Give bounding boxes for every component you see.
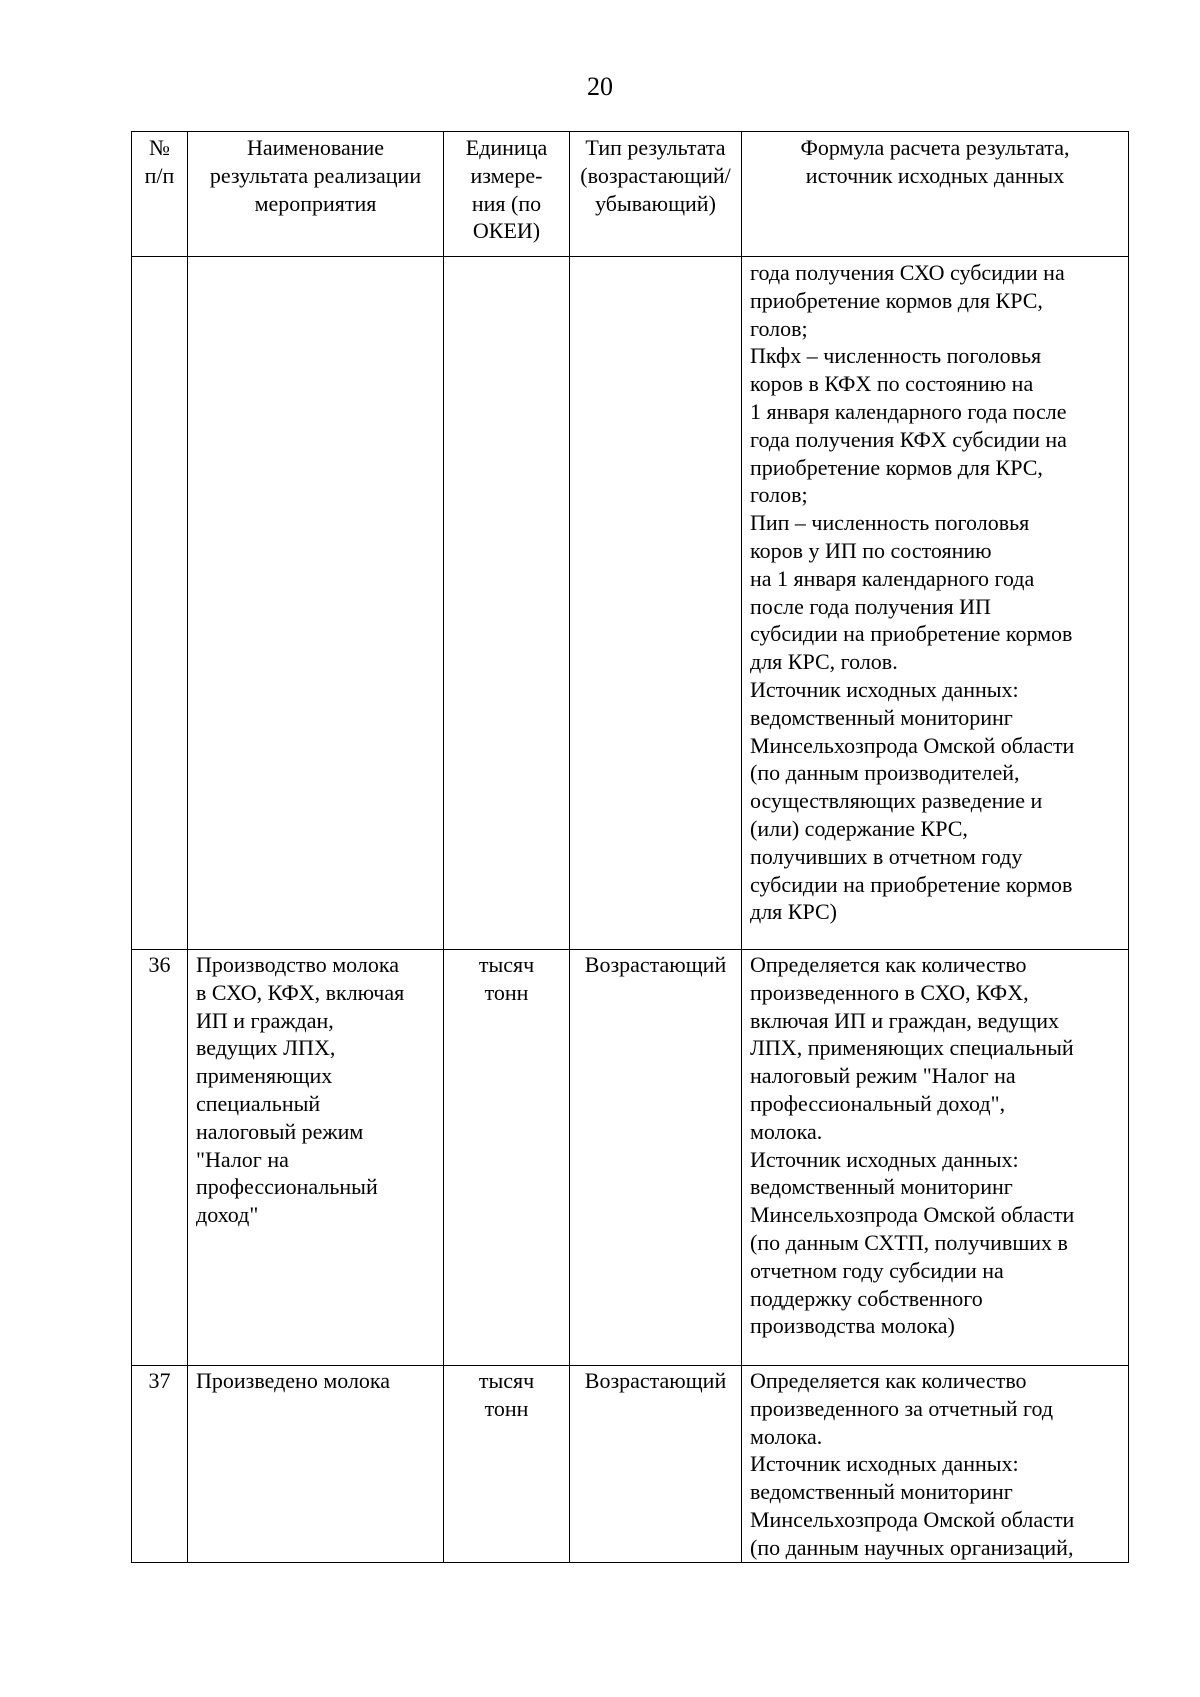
formula-line: Пип – численность поголовья xyxy=(750,510,1030,536)
formula-line: получивших в отчетном году xyxy=(750,843,1023,869)
header-result-type xyxy=(570,132,742,257)
table-header-row xyxy=(132,132,1129,257)
results-table xyxy=(131,131,1129,1563)
formula-line: произведенного за отчетный год xyxy=(750,1395,1054,1421)
unit-line: тонн xyxy=(484,979,529,1005)
formula-line: Источник исходных данных: xyxy=(750,1146,1019,1172)
formula-line: Минсельхозпрода Омской области xyxy=(750,732,1075,758)
formula-line: производства молока) xyxy=(750,1313,955,1339)
formula-line: для КРС) xyxy=(750,899,837,925)
formula-line: осуществляющих разведение и xyxy=(750,788,1043,814)
header-formula xyxy=(742,132,1129,257)
name-line: в СХО, КФХ, включая xyxy=(196,979,405,1005)
formula-line: Пкфх – численность поголовья xyxy=(750,343,1042,369)
formula-line: отчетном году субсидии на xyxy=(750,1257,1004,1283)
formula-line: приобретение кормов для КРС, xyxy=(750,454,1043,480)
cell-formula xyxy=(742,257,1129,950)
formula-line: профессиональный доход", xyxy=(750,1090,1006,1116)
formula-line: Минсельхозпрода Омской области xyxy=(750,1202,1075,1228)
name-line: профессиональный xyxy=(196,1174,378,1200)
header-line: ОКЕИ) xyxy=(472,218,541,244)
formula-line: приобретение кормов для КРС, xyxy=(750,287,1043,313)
name-line: ИП и граждан, xyxy=(196,1007,334,1033)
formula-line: ведомственный мониторинг xyxy=(750,704,1013,730)
unit-line: тысяч xyxy=(478,952,535,977)
name-line: Производство молока xyxy=(196,952,399,977)
formula-line: после года получения ИП xyxy=(750,593,991,619)
header-line: измере- xyxy=(470,162,543,188)
formula-line: года получения СХО субсидии на xyxy=(750,260,1065,285)
formula-line: голов; xyxy=(750,482,808,508)
header-line: п/п xyxy=(144,162,175,188)
cell-unit xyxy=(444,950,570,1366)
formula-line: голов; xyxy=(750,315,808,341)
cell-unit xyxy=(444,1366,570,1563)
formula-line: года получения КФХ субсидии на xyxy=(750,426,1067,452)
formula-line: для КРС, голов. xyxy=(750,649,898,675)
cell-formula xyxy=(742,1366,1129,1563)
header-result-name xyxy=(188,132,444,257)
cell-result-name xyxy=(188,950,444,1366)
header-line: Формула расчета результата, xyxy=(800,135,1070,160)
formula-line: Источник исходных данных: xyxy=(750,1451,1019,1477)
cell-number: 37 xyxy=(132,1366,188,1563)
name-line: доход" xyxy=(196,1202,259,1228)
header-line: (возрастающий/ xyxy=(580,162,731,188)
header-line: убывающий) xyxy=(595,190,716,216)
formula-line: Источник исходных данных: xyxy=(750,676,1019,702)
page-number: 20 xyxy=(587,72,613,101)
header-line: источник исходных данных xyxy=(805,162,1065,188)
cell-formula xyxy=(742,950,1129,1366)
table-row xyxy=(132,257,1129,950)
cell-result-type: Возрастающий xyxy=(570,1366,742,1563)
formula-line: Определяется как количество xyxy=(750,1368,1027,1393)
header-line: результата реализации xyxy=(209,162,422,188)
cell-number xyxy=(132,257,188,950)
cell-unit xyxy=(444,257,570,950)
header-line: № xyxy=(149,135,170,160)
formula-line: произведенного в СХО, КФХ, xyxy=(750,979,1029,1005)
formula-line: на 1 января календарного года xyxy=(750,565,1035,591)
header-line: ния (по xyxy=(471,190,542,216)
header-unit xyxy=(444,132,570,257)
formula-line: (по данным производителей, xyxy=(750,760,1020,786)
table-row xyxy=(132,1366,1129,1563)
cell-result-name xyxy=(188,1366,444,1563)
formula-line: включая ИП и граждан, ведущих xyxy=(750,1007,1060,1033)
unit-line: тысяч xyxy=(478,1368,535,1393)
formula-line: Определяется как количество xyxy=(750,952,1027,977)
name-line: "Налог на xyxy=(196,1146,289,1172)
unit-line: тонн xyxy=(484,1395,529,1421)
formula-line: молока. xyxy=(750,1423,823,1449)
formula-line: субсидии на приобретение кормов xyxy=(750,871,1073,897)
cell-result-type xyxy=(570,257,742,950)
name-line: специальный xyxy=(196,1090,321,1116)
name-line: применяющих xyxy=(196,1063,333,1089)
header-line: Единица xyxy=(465,135,548,160)
formula-line: (или) содержание КРС, xyxy=(750,815,968,841)
formula-line: ведомственный мониторинг xyxy=(750,1479,1013,1505)
header-line: Наименование xyxy=(246,135,385,160)
formula-line: ЛПХ, применяющих специальный xyxy=(750,1035,1074,1061)
cell-result-type: Возрастающий xyxy=(570,950,742,1366)
formula-line: 1 января календарного года после xyxy=(750,398,1067,424)
header-line: мероприятия xyxy=(254,190,377,216)
formula-line: (по данным научных организаций, xyxy=(750,1534,1074,1560)
formula-line: коров у ИП по состоянию xyxy=(750,537,992,563)
formula-line: молока. xyxy=(750,1118,823,1144)
formula-line: (по данным СХТП, получивших в xyxy=(750,1229,1068,1255)
formula-line: налоговый режим "Налог на xyxy=(750,1063,1016,1089)
formula-line: поддержку собственного xyxy=(750,1285,983,1311)
formula-line: коров в КФХ по состоянию на xyxy=(750,371,1034,397)
formula-line: субсидии на приобретение кормов xyxy=(750,621,1073,647)
name-line: ведущих ЛПХ, xyxy=(196,1035,336,1061)
name-line: Произведено молока xyxy=(196,1368,391,1393)
cell-number: 36 xyxy=(132,950,188,1366)
name-line: налоговый режим xyxy=(196,1118,364,1144)
formula-line: Минсельхозпрода Омской области xyxy=(750,1506,1075,1532)
header-line: Тип результата xyxy=(585,135,726,160)
cell-result-name xyxy=(188,257,444,950)
table-row xyxy=(132,950,1129,1366)
header-number xyxy=(132,132,188,257)
formula-line: ведомственный мониторинг xyxy=(750,1174,1013,1200)
